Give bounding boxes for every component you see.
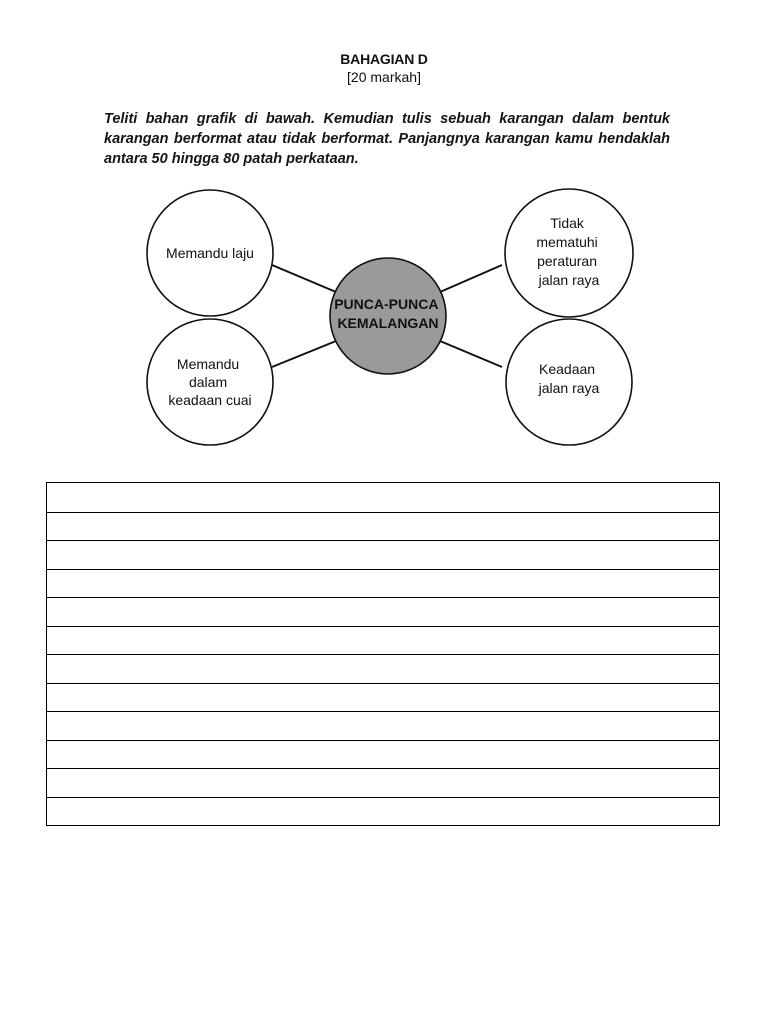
instructions-part-5: patah perkataan. bbox=[239, 151, 359, 167]
instructions-part-1: Teliti bahan grafik di bawah. Kemudian tulis sebuah karangan dalam bentuk karangan bbox=[104, 111, 670, 147]
answer-line bbox=[47, 597, 719, 598]
bottom-left-line-1: Memandu bbox=[176, 356, 240, 372]
mind-map-diagram bbox=[0, 185, 768, 455]
answer-line bbox=[47, 711, 719, 712]
answer-line bbox=[47, 768, 719, 769]
answer-line bbox=[47, 540, 719, 541]
answer-line bbox=[47, 654, 719, 655]
bottom-left-line-2: dalam bbox=[188, 374, 228, 390]
connector-bottom-right bbox=[440, 341, 502, 367]
connector-top-left bbox=[272, 265, 336, 292]
instructions-part-4: antara 50 hingga 80 bbox=[104, 151, 240, 167]
node-top-left-label bbox=[166, 245, 254, 261]
connector-top-right bbox=[440, 265, 502, 292]
instructions-part-2: berformat atau bbox=[173, 131, 277, 147]
top-right-line-1: Tidak bbox=[550, 215, 584, 231]
answer-line bbox=[47, 797, 719, 798]
top-left-line-1: Memandu laju bbox=[166, 245, 254, 261]
top-right-line-4: jalan raya bbox=[538, 272, 600, 288]
bottom-right-line-2: jalan raya bbox=[538, 380, 600, 396]
center-label-line-2: KEMALANGAN bbox=[337, 315, 439, 331]
instructions-part-3: tidak berformat. Panjangnya karangan kamu hendaklah bbox=[276, 131, 671, 147]
connector-bottom-left bbox=[272, 341, 336, 367]
answer-line bbox=[47, 740, 719, 741]
marks-label: [20 markah] bbox=[347, 69, 421, 85]
top-right-line-2: mematuhi bbox=[536, 234, 598, 250]
answer-line bbox=[47, 683, 719, 684]
instructions-text bbox=[104, 109, 670, 169]
bottom-left-line-3: keadaan cuai bbox=[168, 392, 252, 408]
answer-line bbox=[47, 569, 719, 570]
answer-line bbox=[47, 512, 719, 513]
answer-line bbox=[47, 626, 719, 627]
section-title: BAHAGIAN D bbox=[340, 51, 428, 67]
center-label-line-1: PUNCA-PUNCA bbox=[334, 296, 438, 312]
top-right-line-3: peraturan bbox=[537, 253, 598, 269]
bottom-right-line-1: Keadaan bbox=[539, 361, 596, 377]
answer-writing-box[interactable] bbox=[46, 482, 720, 826]
